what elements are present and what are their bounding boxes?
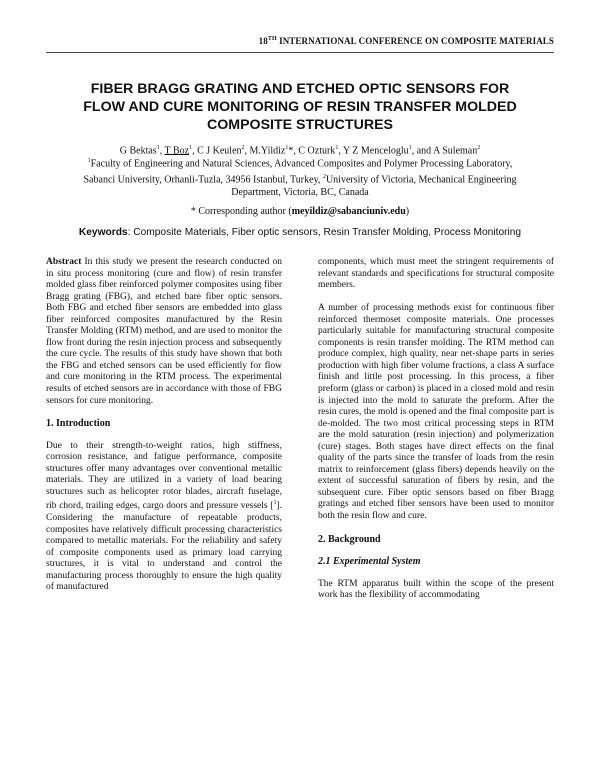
conference-ordinal: 18 xyxy=(258,36,268,46)
author-name: Y Z Menceloglu xyxy=(342,145,409,157)
affiliation-text-1: Faculty of Engineering and Natural Sciences, Advanced Composites and Polymer Processing Laboratory, xyxy=(90,158,513,170)
introduction-heading: 1. Introduction xyxy=(46,418,111,430)
introduction-paragraph-1 xyxy=(46,441,282,594)
header-divider xyxy=(46,52,554,53)
corresponding-suffix: ) xyxy=(405,206,410,217)
author-separator: , xyxy=(244,145,250,157)
author-affiliation-mark: 1 xyxy=(408,145,412,151)
author-affiliation-mark: 2 xyxy=(241,145,245,151)
author-separator: , xyxy=(192,145,198,157)
background-heading: 2. Background xyxy=(318,533,381,545)
right-column xyxy=(318,257,554,602)
abstract-paragraph xyxy=(46,257,282,407)
conference-name: INTERNATIONAL CONFERENCE ON COMPOSITE MATERIALS xyxy=(279,36,554,46)
affiliation-mark-2: 2 xyxy=(322,173,326,180)
affiliations xyxy=(40,155,560,199)
intro-text-continued: ]. Considering the manufacture of repeatable products, composites have relatively difficult processing characteristics compared to metallic materials. For the reliability and safety of composite components used as primary load carrying structures, it is vital to understand and control the manufacturing process thoroughly to ensure the high quality of manufactured xyxy=(46,501,282,593)
affiliation-text-2a: Sabanci University, Orhanli-Tuzla, 34956 Istanbul, Turkey, xyxy=(83,174,323,186)
corresponding-email: meyildiz@sabanciuniv.edu xyxy=(291,206,406,217)
author-affiliation-mark: 1 xyxy=(156,145,160,151)
citation-mark: 1 xyxy=(273,500,277,507)
experimental-system-heading: 2.1 Experimental System xyxy=(318,556,421,568)
author-affiliation-mark: 1 xyxy=(335,145,339,151)
affiliation-text-2b: University of Victoria, Mechanical Engineering xyxy=(325,174,517,186)
author-affiliation-mark: 2 xyxy=(477,145,481,151)
background-paragraph: The RTM apparatus built within the scope of the present work has the flexibility of accommodating xyxy=(318,578,554,601)
author-affiliation-mark: 1 xyxy=(285,145,289,151)
keywords-label: Keywords xyxy=(78,227,128,238)
author-name: G Bektas xyxy=(119,145,157,157)
affiliation-line-3: Department, Victoria, BC, Canada xyxy=(231,186,369,198)
introduction-paragraph-2: A number of processing methods exist for continuous fiber reinforced thermoset composite materials. One processes particularly suitable for manufacturing structural composite components is resin transfer molding. The RTM method can produce complex, high quality, near net-shape parts in series production with high fiber volume fractions, a class A surface finish and little post processing. In this process, a fiber preform (glass or carbon) is placed in a closed mold and resin is injected into the mold to saturate the preform. After the resin cures, the mold is opened and the final composite part is de-molded. The two most critical processing steps in RTM are the mold saturation (resin injection) and polymerization (cure) stages. Both stages have direct effects on the final quality of the parts since the transfer of loads from the resin matrix to reinforcement (glass fibers) depends heavily on the extent of successful saturation of fibers by resin, and the subsequent cure. Fiber optic sensors based on fiber Bragg gratings and etched fiber sensors have been used to monitor both the resin flow and cure. xyxy=(318,303,554,521)
author-name: A Suleman xyxy=(433,145,478,157)
left-column xyxy=(46,257,282,594)
author-affiliation-mark: 1 xyxy=(189,145,193,151)
author-name-presenting: T Boz xyxy=(164,145,190,157)
abstract-label: Abstract xyxy=(46,257,82,267)
title-line-3: COMPOSITE STRUCTURES xyxy=(206,117,394,133)
paper-title xyxy=(40,80,560,134)
author-name: C J Keulen xyxy=(197,145,242,157)
author-separator: , and xyxy=(411,145,434,157)
author-separator: , xyxy=(159,145,165,157)
introduction-paragraph-1-continued: components, which must meet the stringent requirements of relevant standards and specifications for structural composite members. xyxy=(318,257,554,291)
affiliation-line-1 xyxy=(40,155,560,171)
author-name: C Ozturk xyxy=(298,145,336,157)
corresponding-author xyxy=(40,206,560,217)
affiliation-line-2 xyxy=(40,171,560,187)
conference-ordinal-suffix: TH xyxy=(267,36,277,42)
corresponding-prefix: * Corresponding author ( xyxy=(190,206,292,217)
affiliation-mark-1: 1 xyxy=(87,158,91,164)
title-line-1: FIBER BRAGG GRATING AND ETCHED OPTIC SENSORS FOR xyxy=(90,81,510,97)
keywords-text: : Composite Materials, Fiber optic sensors, Resin Transfer Molding, Process Monitoring xyxy=(127,227,522,238)
intro-text: Due to their strength-to-weight ratios, high stiffness, corrosion resistance, and fatigue performance, composite structures offer many advantages over conventional metallic materials. They are utilized in a variety of load bearing structures such as helicopter rotor blades, aircraft fuselage, rib chord, trailing edges, cargo doors and pressure vessels [ xyxy=(46,440,282,512)
conference-header xyxy=(259,36,554,46)
title-line-2: FLOW AND CURE MONITORING OF RESIN TRANSFER MOLDED xyxy=(83,99,517,115)
author-separator: , xyxy=(338,145,343,157)
keywords xyxy=(40,227,560,238)
author-separator: *, xyxy=(288,145,299,157)
abstract-text: In this study we present the research conducted on in situ process monitoring (cure and flow) of resin transfer molded glass fiber reinforced polymer composites using fiber Bragg grating (FBG), and etched bare fiber optic sensors. Both FBG and etched fiber sensors are embedded into glass fiber reinforced composites manufactured by the Resin Transfer Molding (RTM) method, and are used to monitor the flow front during the resin injection process and subsequently the cure cycle. The results of this study have shown that both the FBG and etched sensors can be used efficiently for flow and cure monitoring in the RTM process. The experimental results of etched sensors are in accordance with those of FBG sensors for cure monitoring. xyxy=(46,257,282,406)
author-name: M.Yildiz xyxy=(249,145,286,157)
